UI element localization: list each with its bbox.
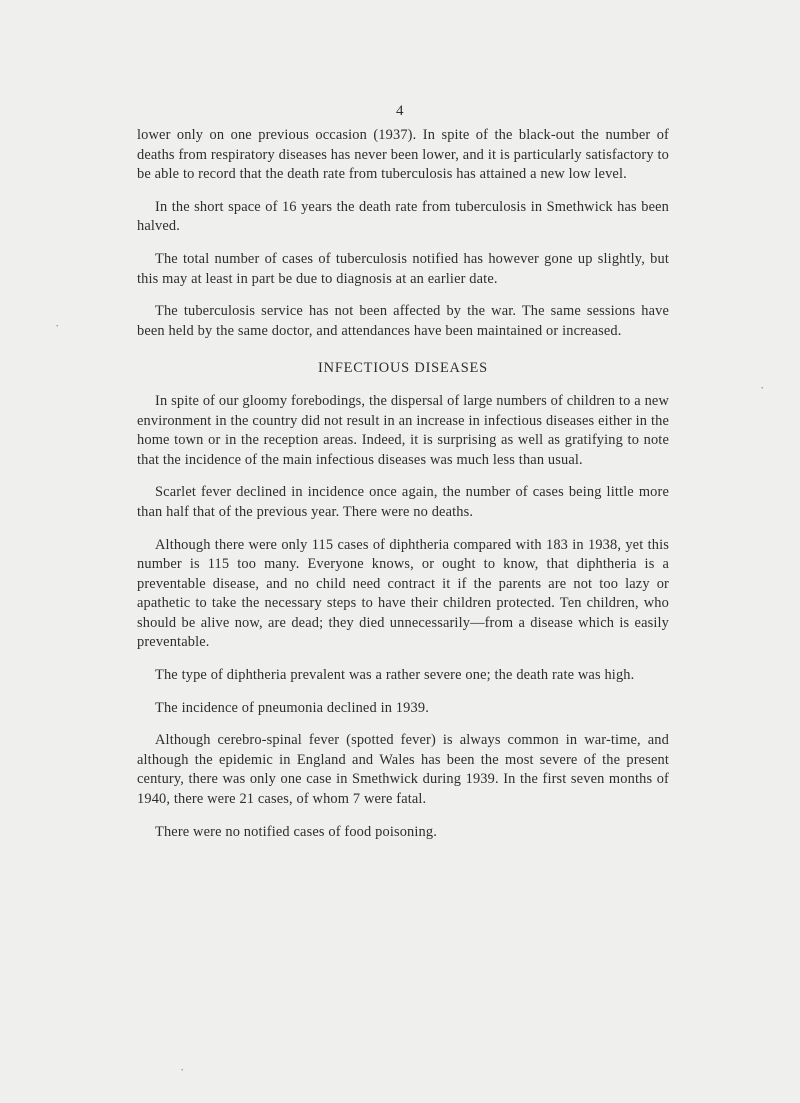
paragraph-diphtheria-type: The type of diphtheria prevalent was a rather severe one; the death rate was high. xyxy=(155,667,635,684)
scan-speck: · xyxy=(760,380,765,395)
page-number: 4 xyxy=(396,103,404,119)
paragraph-cerebro-spinal-fever: Although cerebro-spinal fever (spotted fever) is always common in war-time, and although the epidemic in England and Wales has been the most severe of the present century, there was only one case in Smethwick during 1939. In the first seven months of 1940, there were 21 cases, of whom 7 were fatal. xyxy=(137,732,669,808)
paragraph-food-poisoning: There were no notified cases of food poisoning. xyxy=(155,823,437,840)
paragraph-diphtheria: Although there were only 115 cases of diphtheria compared with 183 in 1938, yet this number is 115 too many. Everyone knows, or ought to know, that diphtheria is a preventable disease, and no child need contract it if the parents are not too lazy or apathetic to take the necessary steps to have their children protected. Ten children, who should be alive now, are dead; they died unnecessarily—from a disease which is easily preventable. xyxy=(137,536,669,651)
document-body xyxy=(137,126,669,855)
paragraph-scarlet-fever: Scarlet fever declined in incidence once again, the number of cases being little more than half that of the previous year. There were no deaths. xyxy=(137,484,669,520)
section-heading: INFECTIOUS DISEASES xyxy=(318,360,488,377)
paragraph-tuberculosis-notified: The total number of cases of tuberculosis notified has however gone up slightly, but this may at least in part be due to diagnosis at an earlier date. xyxy=(137,250,669,287)
paragraph-respiratory-deaths: lower only on one previous occasion (1937). In spite of the black-out the number of deaths from respiratory diseases has never been lower, and it is particularly satisfactory to be able to record that the death rate from tuberculosis has attained a new low level. xyxy=(137,127,669,183)
paragraph-tuberculosis-halved: In the short space of 16 years the death rate from tuberculosis in Smethwick has been halved. xyxy=(137,198,669,235)
scan-speck: · xyxy=(180,1062,185,1077)
paragraph-tuberculosis-service: The tuberculosis service has not been affected by the war. The same sessions have been held by the same doctor, and attendances have been maintained or increased. xyxy=(137,303,669,339)
paragraph-dispersal: In spite of our gloomy forebodings, the dispersal of large numbers of children to a new environment in the country did not result in an increase in infectious diseases either in the home town or in the reception areas. Indeed, it is surprising as well as gratifying to note that the incidence of the main infectious diseases was much less than usual. xyxy=(137,392,669,468)
scan-speck: · xyxy=(55,318,60,333)
paragraph-pneumonia: The incidence of pneumonia declined in 1939. xyxy=(155,699,429,716)
